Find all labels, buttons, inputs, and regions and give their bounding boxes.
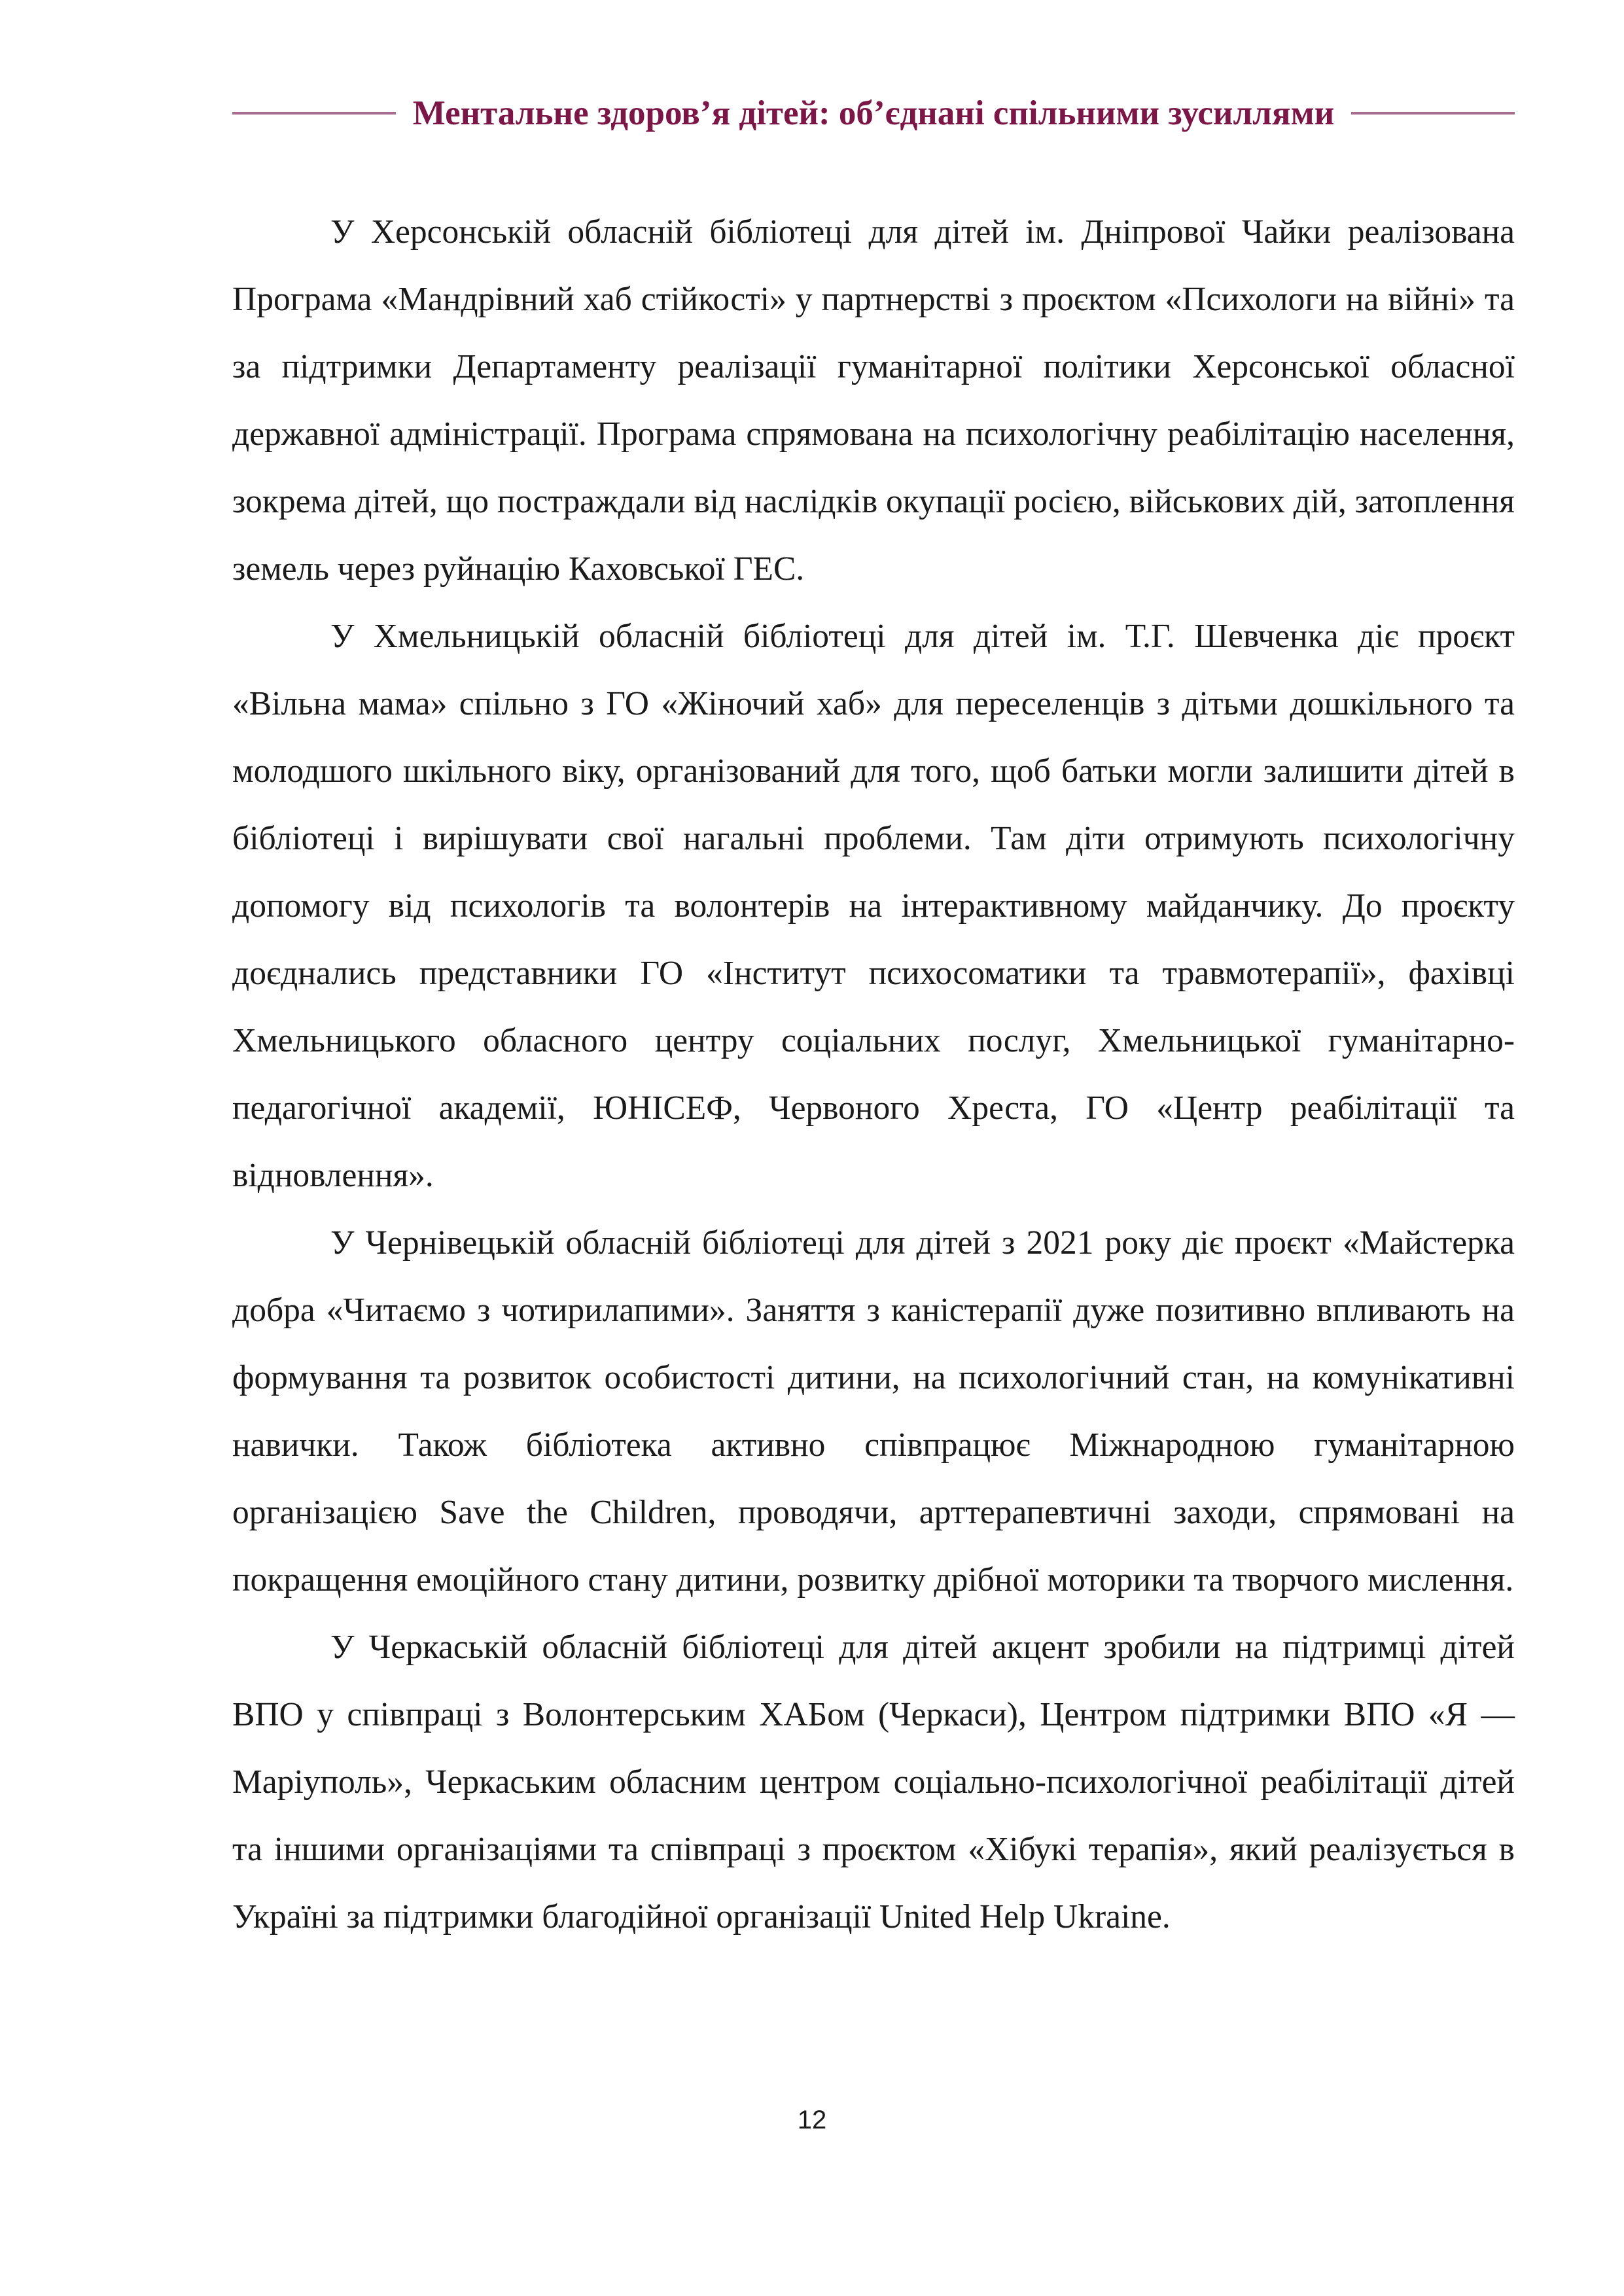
running-header [232, 90, 1515, 136]
header-left-rule [232, 112, 396, 115]
page-body [232, 198, 1515, 1951]
paragraph-kherson: У Херсонській обласній бібліотеці для дітей ім. Дніпрової Чайки реалізована Програма «Мандрівний хаб стійкості» у партнерстві з проєктом «Психологи на війні» та за підтримки Департаменту реалізації гуманітарної політики Херсонської обласної державної адміністрації. Програма спрямована на психологічну реабілітацію населення, зокрема дітей, що постраждали від наслідків окупації росією, військових дій, затоплення земель через руйнацію Каховської ГЕС. [232, 213, 1515, 588]
paragraph-cherkasy: У Черкаській обласній бібліотеці для дітей акцент зробили на підтримці дітей ВПО у співпраці з Волонтерським ХАБом (Черкаси), Центром підтримки ВПО «Я — Маріуполь», Черкаським обласним центром соціально-психологічної реабілітації дітей та іншими організаціями та співпраці з проєктом «Хібукі терапія», який реалізується в Україні за підтримки благодійної організації United Help Ukraine. [232, 1629, 1515, 1935]
header-right-rule [1351, 112, 1515, 115]
paragraph-chernivtsi: У Чернівецькій обласній бібліотеці для дітей з 2021 року діє проєкт «Майстерка добра «Читаємо з чотирилапими». Заняття з каністерапії дуже позитивно впливають на формування та розвиток особистості дитини, на психологічний стан, на комунікативні навички. Також бібліотека активно співпрацює Міжнародною гуманітарною організацією Save the Children, проводячи, арттерапевтичні заходи, спрямовані на покращення емоційного стану дитини, розвитку дрібної моторики та творчого мислення. [232, 1224, 1515, 1598]
page-number: 12 [797, 2106, 827, 2134]
header-title: Ментальне здоров’я дітей: об’єднані спільними зусиллями [412, 94, 1335, 132]
paragraph-khmelnytskyi: У Хмельницькій обласній бібліотеці для дітей ім. Т.Г. Шевченка діє проєкт «Вільна мама» спільно з ГО «Жіночий хаб» для переселенців з дітьми дошкільного та молодшого шкільного віку, організований для того, щоб батьки могли залишити дітей в бібліотеці і вирішувати свої нагальні проблеми. Там діти отримують психологічну допомогу від психологів та волонтерів на інтерактивному майданчику. До проєкту доєднались представники ГО «Інститут психосоматики та травмотерапії», фахівці Хмельницького обласного центру соціальних послуг, Хмельницької гуманітарно-педагогічної академії, ЮНІСЕФ, Червоного Хреста, ГО «Центр реабілітації та відновлення». [232, 618, 1515, 1194]
